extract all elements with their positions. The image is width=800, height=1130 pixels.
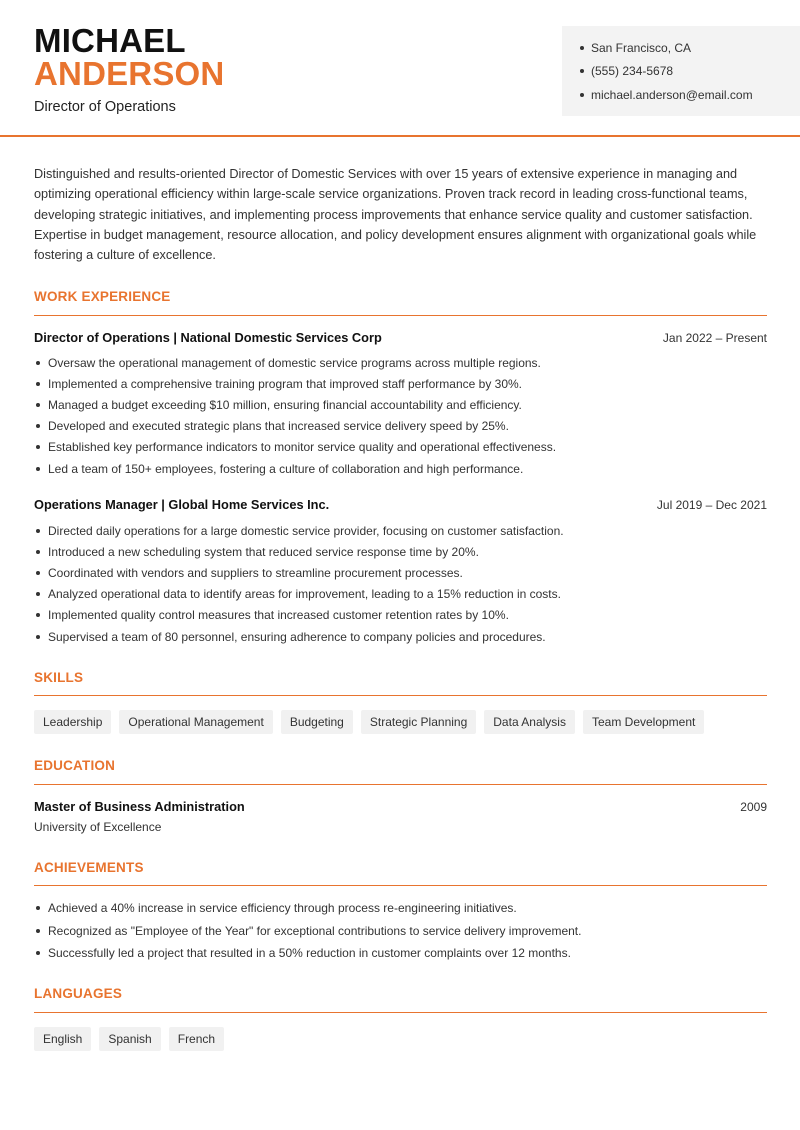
list-item	[34, 416, 767, 437]
bullet-icon	[36, 635, 40, 639]
bullet-icon	[36, 467, 40, 471]
contact-email-text: michael.anderson@email.com	[591, 87, 753, 102]
skill-tag: Leadership	[34, 710, 111, 734]
education-header	[34, 799, 767, 814]
bullet-icon	[580, 69, 584, 73]
section-title-work: WORK EXPERIENCE	[34, 289, 171, 304]
section-divider	[34, 315, 767, 316]
language-tag: French	[169, 1027, 224, 1051]
bullet-icon	[36, 445, 40, 449]
first-name: MICHAEL	[34, 22, 186, 59]
bullet-icon	[36, 929, 40, 933]
list-item	[34, 942, 767, 965]
contact-box	[562, 26, 800, 116]
section-divider	[34, 784, 767, 785]
job-title: Director of Operations	[34, 99, 176, 115]
skill-tag: Team Development	[583, 710, 704, 734]
skill-tag: Data Analysis	[484, 710, 575, 734]
contact-phone-text: (555) 234-5678	[591, 64, 674, 79]
list-item	[34, 394, 767, 415]
last-name: ANDERSON	[34, 55, 225, 92]
job-bullets	[34, 520, 767, 647]
contact-location-text: San Francisco, CA	[591, 40, 692, 55]
bullet-icon	[36, 550, 40, 554]
skills-tags	[34, 710, 704, 734]
bullet-icon	[36, 906, 40, 910]
list-item-text: Introduced a new scheduling system that reduced service response time by 20%.	[48, 544, 479, 559]
section-title-languages: LANGUAGES	[34, 986, 123, 1001]
list-item	[34, 520, 767, 541]
list-item	[34, 897, 767, 920]
list-item-text: Directed daily operations for a large domestic service provider, focusing on customer satisfaction.	[48, 523, 564, 538]
bullet-icon	[36, 571, 40, 575]
skill-tag: Operational Management	[119, 710, 272, 734]
job-dates: Jul 2019 – Dec 2021	[656, 497, 767, 512]
summary-paragraph: Distinguished and results-oriented Director of Domestic Services with over 15 years of extensive experience in managing and optimizing operational efficiency within large-scale service organizations. Proven track record in leading cross-functional teams, developing strategic initiatives, and implementing process improvements that enhance service quality and customer satisfaction. Expertise in budget management, resource allocation, and policy development ensures alignment with organizational goals while fostering a culture of excellence.	[34, 167, 757, 263]
bullet-icon	[36, 424, 40, 428]
contact-location	[580, 36, 800, 60]
section-title-education: EDUCATION	[34, 758, 116, 773]
list-item-text: Managed a budget exceeding $10 million, ensuring financial accountability and efficiency.	[48, 397, 522, 412]
list-item	[34, 541, 767, 562]
job-entry-header	[34, 497, 767, 512]
language-tag: Spanish	[99, 1027, 160, 1051]
education-school: University of Excellence	[34, 820, 162, 834]
list-item-text: Supervised a team of 80 personnel, ensuring adherence to company policies and procedures.	[48, 629, 546, 644]
bullet-icon	[36, 529, 40, 533]
list-item-text: Developed and executed strategic plans that increased service delivery speed by 25%.	[48, 419, 509, 434]
list-item-text: Coordinated with vendors and suppliers to streamline procurement processes.	[48, 565, 463, 580]
list-item	[34, 584, 767, 605]
bullet-icon	[580, 93, 584, 97]
list-item-text: Analyzed operational data to identify areas for improvement, leading to a 15% reduction in costs.	[48, 587, 561, 602]
list-item	[34, 437, 767, 458]
skill-tag: Budgeting	[281, 710, 353, 734]
contact-email	[580, 83, 800, 107]
list-item	[34, 626, 767, 647]
section-title-skills: SKILLS	[34, 670, 84, 685]
job-position: Operations Manager | Global Home Services Inc.	[34, 497, 330, 512]
list-item	[34, 373, 767, 394]
list-item	[34, 605, 767, 626]
list-item-text: Recognized as "Employee of the Year" for exceptional contributions to service delivery improvement.	[48, 923, 582, 938]
section-divider	[34, 695, 767, 696]
job-dates: Jan 2022 – Present	[662, 330, 767, 345]
section-title-achievements: ACHIEVEMENTS	[34, 860, 144, 875]
list-item-text: Implemented a comprehensive training program that improved staff performance by 30%.	[48, 376, 523, 391]
section-divider	[34, 885, 767, 886]
bullet-icon	[36, 361, 40, 365]
bullet-icon	[36, 613, 40, 617]
achievements-list	[34, 897, 767, 965]
bullet-icon	[36, 403, 40, 407]
list-item-text: Led a team of 150+ employees, fostering a culture of collaboration and high performance.	[48, 461, 524, 476]
job-entry-header	[34, 330, 767, 345]
section-divider	[34, 1012, 767, 1013]
list-item	[34, 458, 767, 479]
list-item-text: Implemented quality control measures that increased customer retention rates by 10%.	[48, 608, 509, 623]
language-tags	[34, 1027, 224, 1051]
list-item	[34, 920, 767, 943]
list-item-text: Oversaw the operational management of domestic service programs across multiple regions.	[48, 355, 541, 370]
bullet-icon	[36, 951, 40, 955]
list-item-text: Established key performance indicators to monitor service quality and operational effectiveness.	[48, 440, 557, 455]
list-item-text: Achieved a 40% increase in service efficiency through process re-engineering initiatives.	[48, 901, 517, 916]
list-item	[34, 352, 767, 373]
job-bullets	[34, 352, 767, 479]
resume-header	[0, 0, 800, 137]
language-tag: English	[34, 1027, 91, 1051]
education-degree: Master of Business Administration	[34, 799, 245, 814]
skill-tag: Strategic Planning	[361, 710, 476, 734]
bullet-icon	[36, 382, 40, 386]
list-item-text: Successfully led a project that resulted in a 50% reduction in customer complaints over 12 months.	[48, 946, 571, 961]
contact-phone	[580, 60, 800, 84]
education-year: 2009	[740, 799, 767, 814]
job-position: Director of Operations | National Domestic Services Corp	[34, 330, 382, 345]
list-item	[34, 562, 767, 583]
bullet-icon	[36, 592, 40, 596]
bullet-icon	[580, 46, 584, 50]
